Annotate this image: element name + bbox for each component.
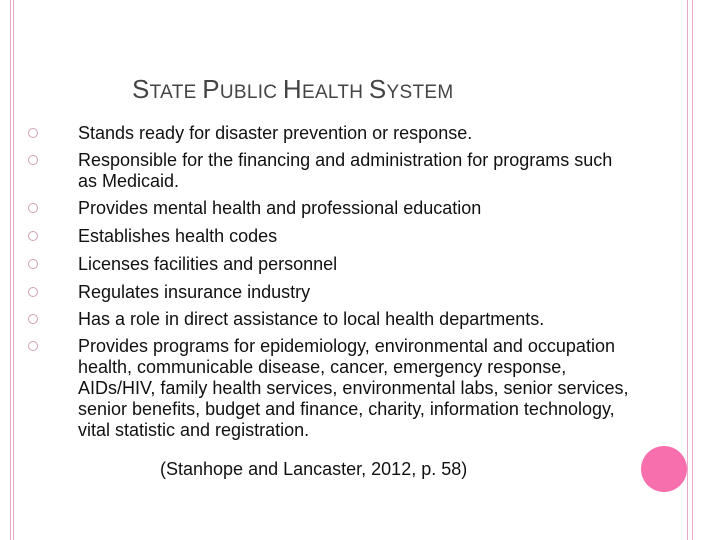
hollow-circle-icon xyxy=(28,341,38,351)
bullet-item: Has a role in direct assistance to local health departments. xyxy=(28,309,633,330)
decorative-pink-dot xyxy=(641,446,687,492)
citation: (Stanhope and Lancaster, 2012, p. 58) xyxy=(160,459,468,479)
hollow-circle-icon xyxy=(28,287,38,297)
bullet-item: Establishes health codes xyxy=(28,226,633,247)
bullet-item: Provides mental health and professional education xyxy=(28,198,633,219)
hollow-circle-icon xyxy=(28,203,38,213)
bullet-item: Regulates insurance industry xyxy=(28,282,633,303)
bullet-item: Provides programs for epidemiology, environmental and occupation health, communicable disease, cancer, emergency response, AIDs/HIV, family health services, environmental labs, senior services, senior benefits, budget and finance, charity, information technology, vital statistic and registration. xyxy=(28,336,633,441)
bullet-item: Stands ready for disaster prevention or response. xyxy=(28,123,633,144)
hollow-circle-icon xyxy=(28,259,38,269)
slide-title: STATE PUBLIC HEALTH SYSTEM xyxy=(132,74,454,104)
hollow-circle-icon xyxy=(28,155,38,165)
hollow-circle-icon xyxy=(28,314,38,324)
hollow-circle-icon xyxy=(28,231,38,241)
bullet-item: Licenses facilities and personnel xyxy=(28,254,633,275)
right-frame-border xyxy=(687,0,693,540)
bullet-item: Responsible for the financing and administration for programs such as Medicaid. xyxy=(28,150,633,192)
hollow-circle-icon xyxy=(28,128,38,138)
left-frame-border xyxy=(10,0,14,540)
bullet-list xyxy=(28,123,633,447)
